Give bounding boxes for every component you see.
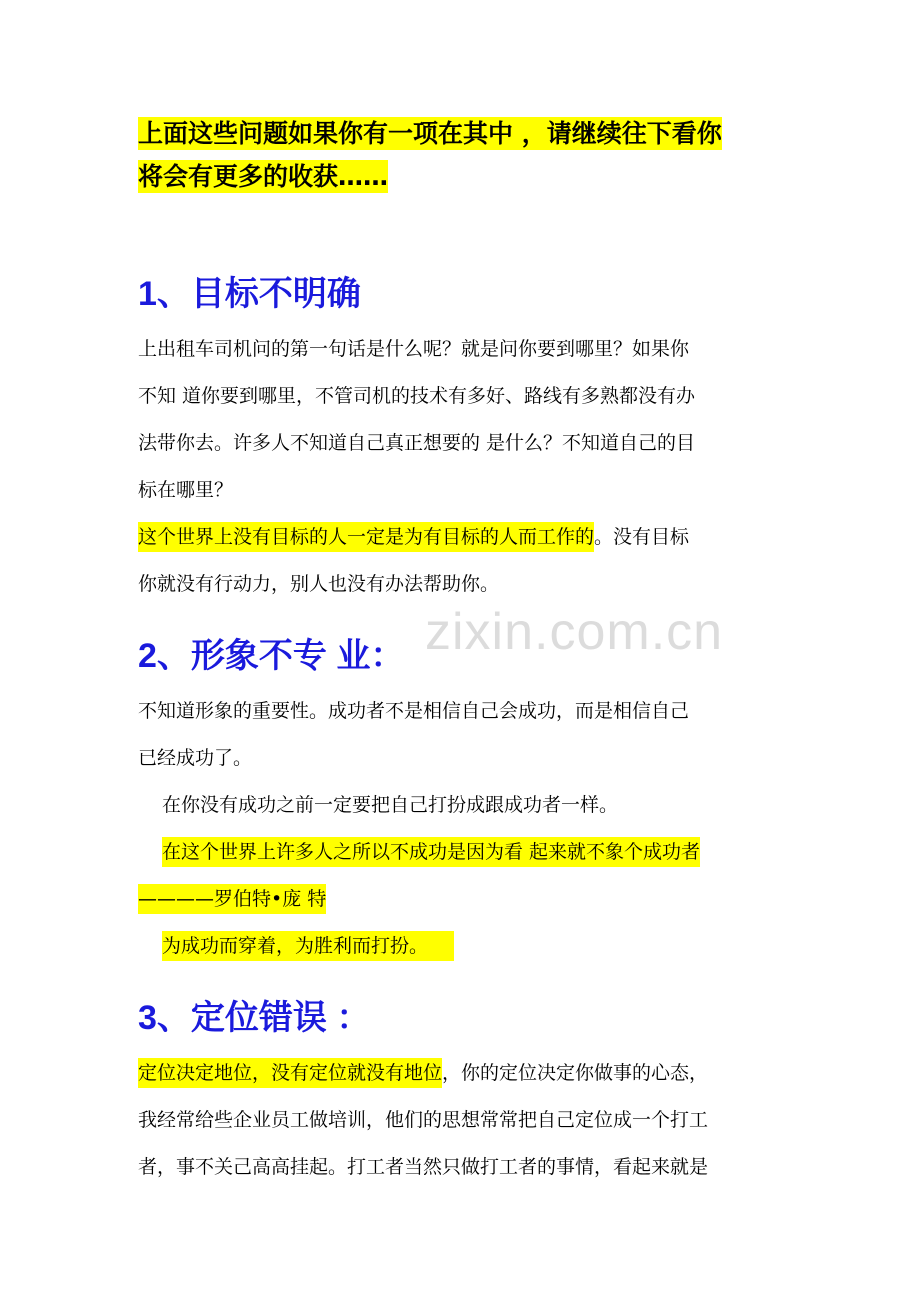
section-1-highlight-rest: 。没有目标 bbox=[594, 526, 690, 548]
section-3-highlight-text: 定位决定地位，没有定位就没有地位 bbox=[138, 1058, 442, 1088]
section-3-heading: 3、定位错误 ： bbox=[138, 999, 371, 1037]
section-1-line-1: 上出租车司机问的第一句话是什么呢？就是问你要到哪里？如果你 bbox=[138, 338, 690, 360]
section-1-heading: 1、目标不明确 bbox=[138, 275, 361, 313]
section-3-highlight-rest: ，你的定位决定你做事的心态， bbox=[442, 1062, 709, 1084]
section-3-line-1: 我经常给些企业员工做培训，他们的思想常常把自己定位成一个打工 bbox=[138, 1109, 709, 1131]
section-1-highlight-text: 这个世界上没有目标的人一定是为有目标的人而工作的 bbox=[138, 522, 594, 552]
section-2-line-1: 不知道形象的重要性。成功者不是相信自己会成功，而是相信自己 bbox=[138, 700, 690, 722]
section-1-highlight-line bbox=[138, 514, 788, 561]
section-3-highlight-line bbox=[138, 1050, 788, 1097]
section-1-line-4: 标在哪里？ bbox=[138, 479, 234, 501]
section-1-line-2: 不知 道你要到哪里，不管司机的技术有多好、路线有多熟都没有办 bbox=[138, 385, 696, 407]
section-2-line-2: 已经成功了。 bbox=[138, 747, 253, 769]
section-2-body bbox=[138, 688, 788, 970]
watermark: zixin.com.cn bbox=[425, 603, 724, 661]
section-2-quote-line-3: 为成功而穿着，为胜利而打扮。 bbox=[138, 923, 788, 970]
section-2-quote-line-1: 在这个世界上许多人之所以不成功是因为看 起来就不象个成功者 bbox=[138, 829, 788, 876]
section-1-line-3: 法带你去。许多人不知道自己真正想要的 是什么？不知道自己的目 bbox=[138, 432, 696, 454]
intro-line-2: 将会有更多的收获…… bbox=[138, 162, 389, 191]
section-2-heading: 2、形象不专 业： bbox=[138, 637, 405, 675]
section-1-body bbox=[138, 326, 788, 608]
section-3-body bbox=[138, 1050, 788, 1191]
section-1-last-line: 你就没有行动力，别人也没有办法帮助你。 bbox=[138, 573, 500, 595]
section-3-line-2: 者，事不关己高高挂起。打工者当然只做打工者的事情，看起来就是 bbox=[138, 1156, 709, 1178]
section-2-indented-line: 在你没有成功之前一定要把自己打扮成跟成功者一样。 bbox=[162, 794, 619, 816]
intro-paragraph bbox=[138, 112, 788, 198]
intro-line-1: 上面这些问题如果你有一项在其中 ，请继续往下看你 bbox=[138, 119, 722, 148]
section-2-quote-attribution: ————罗伯特•庞 特 bbox=[138, 876, 788, 923]
